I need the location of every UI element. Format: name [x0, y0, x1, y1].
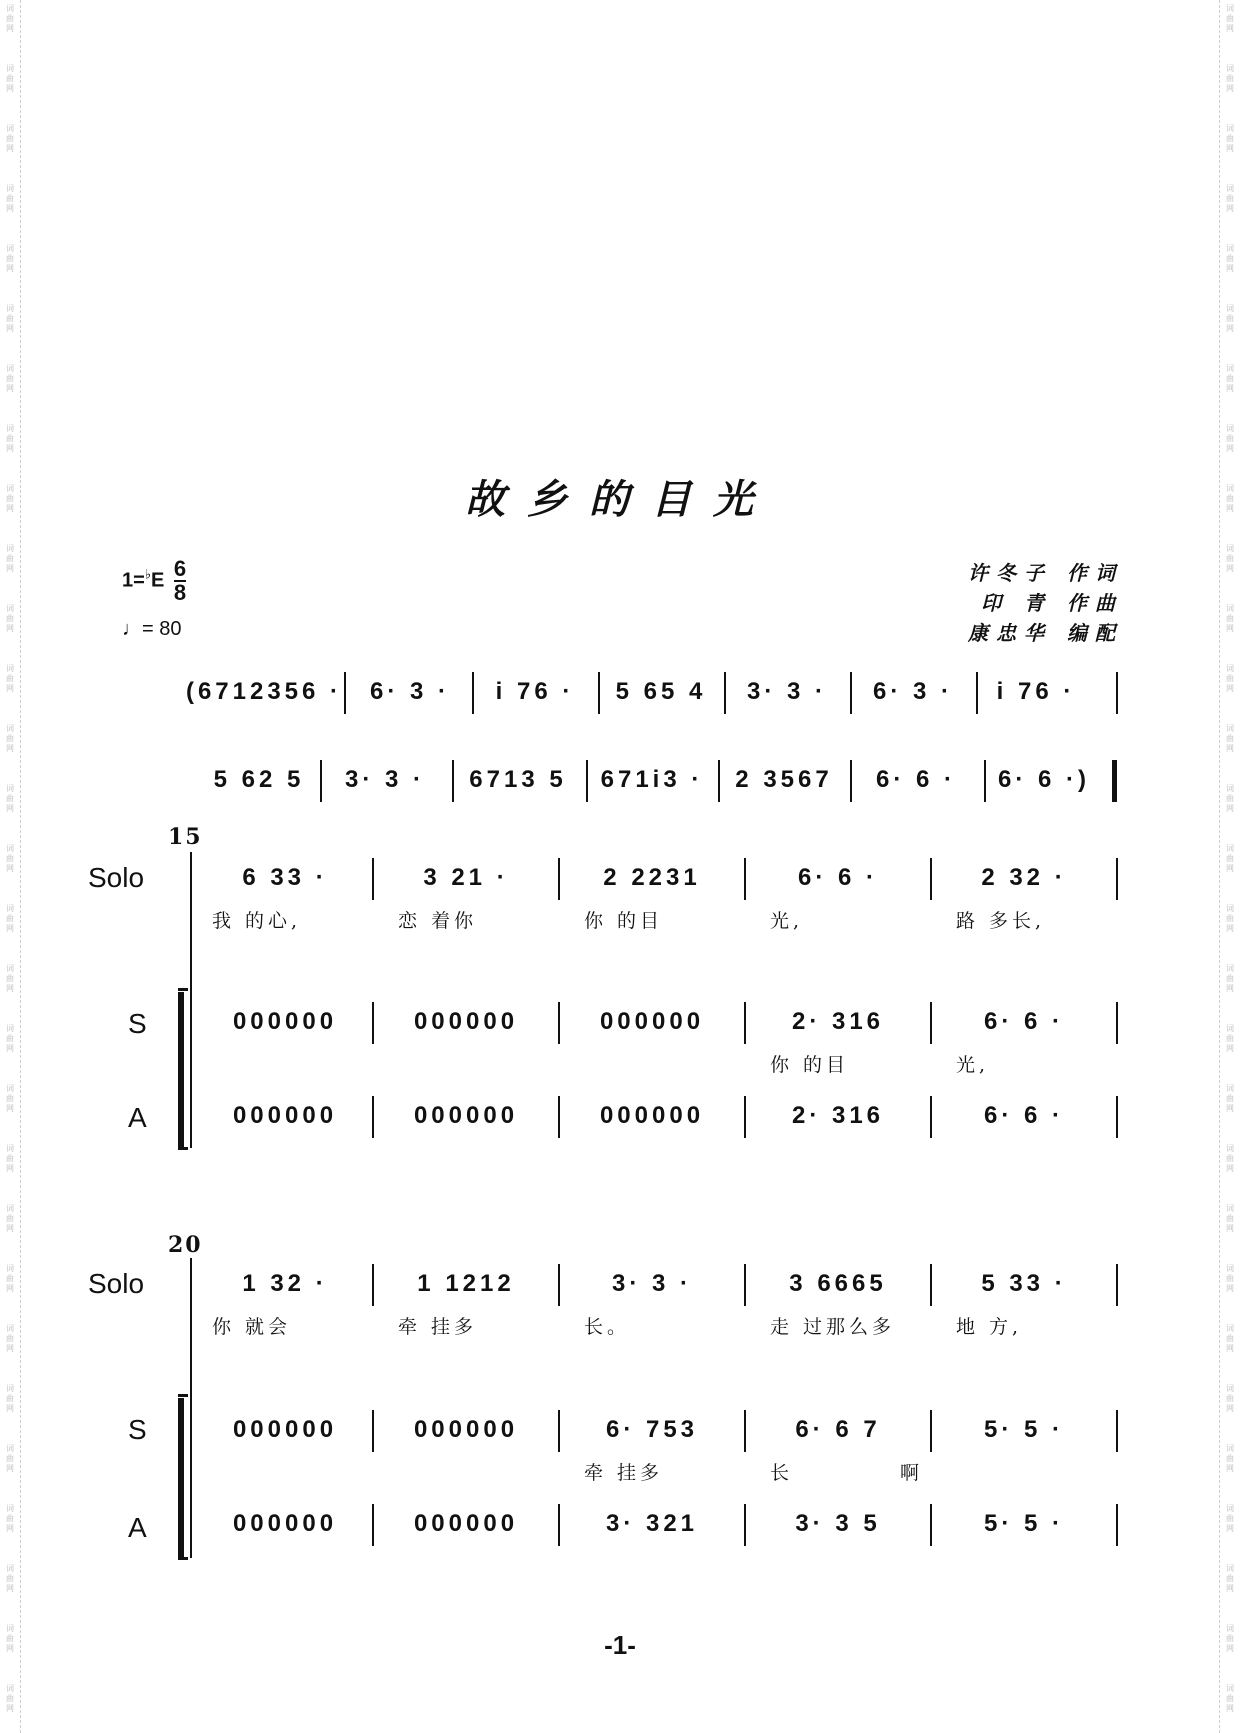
watermark-text: 词 曲 网	[6, 244, 14, 273]
watermark-text: 词 曲 网	[6, 604, 14, 633]
measure: 6· 753	[605, 1416, 699, 1443]
measure: 1 32 ·	[242, 1270, 328, 1297]
watermark-text: 词 曲 网	[6, 1264, 14, 1293]
key-signature: 1=♭E $\frac{6}{8}$	[122, 556, 187, 605]
watermark-text: 词 曲 网	[1226, 1024, 1234, 1053]
measure: 3 21 ·	[423, 864, 509, 891]
watermark-text: 词 曲 网	[1226, 904, 1234, 933]
part-label-solo: Solo	[88, 1268, 145, 1299]
composer-credit: 印 青 作曲	[981, 591, 1123, 615]
tempo-marking: ♩= 80	[122, 618, 182, 640]
watermark-text: 词 曲 网	[6, 904, 14, 933]
lyric: 长	[770, 1462, 794, 1484]
watermark-text: 词 曲 网	[6, 4, 14, 33]
lyric: 你 的目	[584, 910, 664, 932]
credits	[968, 558, 1123, 648]
watermark-text: 词 曲 网	[6, 1684, 14, 1713]
alto-staff	[0, 1094, 1240, 1154]
watermark-text: 词 曲 网	[1226, 724, 1234, 753]
watermark-text: 词 曲 网	[1226, 544, 1234, 573]
measure: 5 65 4	[615, 678, 707, 705]
measure: 6· 6 7	[795, 1416, 881, 1443]
measure: 3· 3 5	[795, 1510, 881, 1537]
watermark-text: 词 曲 网	[1226, 1624, 1234, 1653]
measure: 000000	[413, 1008, 519, 1035]
measure: 5 62 5	[213, 766, 305, 793]
measure: 000000	[599, 1008, 705, 1035]
watermark-text: 词 曲 网	[1226, 484, 1234, 513]
lyric: 光,	[956, 1054, 990, 1076]
watermark-text: 词 曲 网	[6, 1444, 14, 1473]
part-label-alto: A	[128, 1102, 147, 1133]
watermark-text: 词 曲 网	[1226, 244, 1234, 273]
watermark-text: 词 曲 网	[6, 1564, 14, 1593]
measure: 000000	[232, 1416, 338, 1443]
watermark-text: 词 曲 网	[1226, 1684, 1234, 1713]
measure: 6· 6 ·	[983, 1008, 1064, 1035]
measure: 6· 3 ·	[369, 678, 450, 705]
intro-line-1	[0, 670, 1240, 730]
watermark-text: 词 曲 网	[1226, 1144, 1234, 1173]
measure: 000000	[232, 1510, 338, 1537]
lyric: 长。	[584, 1316, 631, 1338]
watermark-text: 词 曲 网	[6, 1624, 14, 1653]
watermark-text: 词 曲 网	[6, 1504, 14, 1533]
measure: 3· 3 ·	[344, 766, 425, 793]
watermark-text: 词 曲 网	[6, 1204, 14, 1233]
lyric: 地 方,	[956, 1316, 1023, 1338]
watermark-text: 词 曲 网	[6, 724, 14, 753]
watermark-text: 词 曲 网	[6, 184, 14, 213]
watermark-text: 词 曲 网	[6, 304, 14, 333]
lyricist-credit: 许冬子 作词	[968, 561, 1123, 585]
watermark-text: 词 曲 网	[6, 1144, 14, 1173]
watermark-text: 词 曲 网	[1226, 1564, 1234, 1593]
lyric: 路 多长,	[956, 910, 1046, 932]
intro-line-2	[0, 758, 1240, 818]
measure: 000000	[232, 1008, 338, 1035]
lyric: 恋 着你	[398, 910, 478, 932]
watermark-text: 词 曲 网	[6, 124, 14, 153]
measure: 6· 6 ·	[983, 1102, 1064, 1129]
measure: 671i3 ·	[600, 766, 704, 793]
measure: 3· 321	[605, 1510, 699, 1537]
measure: 6 33 ·	[242, 864, 328, 891]
lyric: 走 过那么多	[770, 1316, 896, 1338]
measure: 5· 5 ·	[983, 1510, 1064, 1537]
watermark-text: 词 曲 网	[6, 1024, 14, 1053]
watermark-text: 词 曲 网	[1226, 4, 1234, 33]
lyric: 牵 挂多	[398, 1316, 478, 1338]
watermark-text: 词 曲 网	[6, 1084, 14, 1113]
measure: 2 32 ·	[981, 864, 1067, 891]
measure-number: 20	[168, 1232, 203, 1258]
watermark-text: 词 曲 网	[1226, 1384, 1234, 1413]
measure: 000000	[413, 1416, 519, 1443]
measure: 3 6665	[789, 1270, 887, 1297]
measure: 2· 316	[791, 1008, 885, 1035]
watermark-text: 词 曲 网	[1226, 1084, 1234, 1113]
watermark-text: 词 曲 网	[6, 1324, 14, 1353]
measure: 6· 6 ·	[797, 864, 878, 891]
watermark-text: 词 曲 网	[6, 844, 14, 873]
watermark-text: 词 曲 网	[1226, 1264, 1234, 1293]
measure: 6713 5	[469, 766, 567, 793]
watermark-text: 词 曲 网	[1226, 964, 1234, 993]
watermark-text: 词 曲 网	[1226, 1444, 1234, 1473]
lyric: 牵 挂多	[584, 1462, 664, 1484]
measure: 3· 3 ·	[611, 1270, 692, 1297]
watermark-text: 词 曲 网	[1226, 664, 1234, 693]
measure: 5· 5 ·	[983, 1416, 1064, 1443]
alto-staff	[0, 1502, 1240, 1562]
watermark-text: 词 曲 网	[1226, 64, 1234, 93]
measure: 6· 6 ·)	[997, 766, 1090, 793]
measure: 000000	[232, 1102, 338, 1129]
measure: 5 33 ·	[981, 1270, 1067, 1297]
lyric: 我 的心,	[212, 910, 302, 932]
lyric: 光,	[770, 910, 804, 932]
watermark-text: 词 曲 网	[6, 484, 14, 513]
measure: 2 2231	[603, 864, 701, 891]
watermark-text: 词 曲 网	[6, 784, 14, 813]
watermark-text: 词 曲 网	[6, 64, 14, 93]
watermark-text: 词 曲 网	[1226, 124, 1234, 153]
watermark-text: 词 曲 网	[1226, 364, 1234, 393]
watermark-text: 词 曲 网	[6, 664, 14, 693]
measure: i 76 ·	[996, 678, 1076, 705]
part-label-soprano: S	[128, 1008, 147, 1039]
part-label-alto: A	[128, 1512, 147, 1543]
lyric: 你 就会	[212, 1316, 292, 1338]
watermark-text: 词 曲 网	[1226, 1324, 1234, 1353]
watermark-text: 词 曲 网	[6, 1384, 14, 1413]
arranger-credit: 康忠华 编配	[968, 621, 1123, 645]
lyric: 啊	[900, 1462, 924, 1484]
time-signature: $\frac{6}{8}$	[173, 556, 187, 605]
watermark-text: 词 曲 网	[1226, 184, 1234, 213]
watermark-text: 词 曲 网	[1226, 604, 1234, 633]
page-number: -1-	[604, 1630, 636, 1660]
watermark-text: 词 曲 网	[6, 424, 14, 453]
measure: 2 3567	[735, 766, 833, 793]
measure: i 76 ·	[495, 678, 575, 705]
watermark-text: 词 曲 网	[6, 544, 14, 573]
measure: 1 1212	[417, 1270, 515, 1297]
watermark-text: 词 曲 网	[1226, 844, 1234, 873]
measure: 2· 316	[791, 1102, 885, 1129]
watermark-text: 词 曲 网	[6, 964, 14, 993]
watermark-text: 词 曲 网	[1226, 784, 1234, 813]
watermark-text: 词 曲 网	[1226, 1504, 1234, 1533]
soprano-staff	[0, 1000, 1240, 1060]
measure: 000000	[413, 1510, 519, 1537]
lyric: 你 的目	[770, 1054, 850, 1076]
watermark-text: 词 曲 网	[1226, 1204, 1234, 1233]
watermark-text: 词 曲 网	[6, 364, 14, 393]
measure: (6712356 ·	[185, 678, 343, 705]
watermark-text: 词 曲 网	[1226, 424, 1234, 453]
measure: 000000	[413, 1102, 519, 1129]
measure: 3· 3 ·	[746, 678, 827, 705]
song-title: 故乡的目光	[465, 476, 775, 523]
watermark-text: 词 曲 网	[1226, 304, 1234, 333]
measure: 000000	[599, 1102, 705, 1129]
part-label-solo: Solo	[88, 862, 145, 893]
part-label-soprano: S	[128, 1414, 147, 1445]
measure-number: 15	[168, 824, 203, 850]
measure: 6· 6 ·	[875, 766, 956, 793]
measure: 6· 3 ·	[872, 678, 953, 705]
